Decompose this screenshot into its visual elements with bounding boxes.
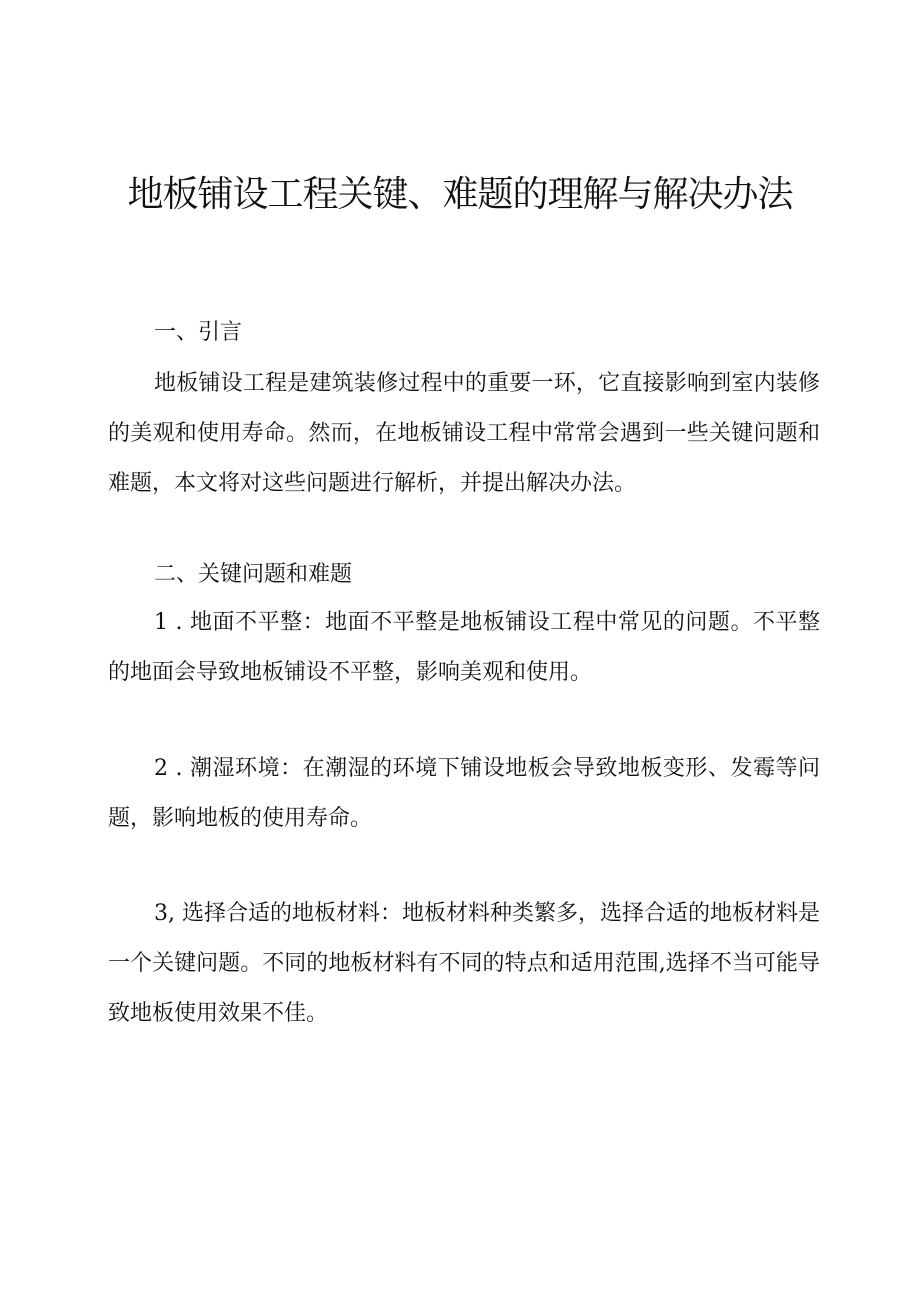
intro-paragraph: 地板铺设工程是建筑装修过程中的重要一环，它直接影响到室内装修的美观和使用寿命。然而，在地板铺设工程中常常会遇到一些关键问题和难题，本文将对这些问题进行解析，并提出解决办法。 xyxy=(108,371,820,496)
document-title: 地板铺设工程关键、难题的理解与解决办法 xyxy=(127,174,793,215)
issue-item-uneven-floor: 1 . 地面不平整：地面不平整是地板铺设工程中常见的问题。不平整的地面会导致地板铺设不平整，影响美观和使用。 xyxy=(108,610,820,685)
issue-item-material-selection: 3, 选择合适的地板材料：地板材料种类繁多，选择合适的地板材料是一个关键问题。不同的地板材料有不同的特点和适用范围,选择不当可能导致地板使用效果不佳。 xyxy=(108,901,820,1026)
section-heading-introduction: 一、引言 xyxy=(154,320,243,345)
issue-item-humid-environment: 2 . 潮湿环境：在潮湿的环境下铺设地板会导致地板变形、发霉等问题，影响地板的使用寿命。 xyxy=(108,756,820,831)
section-heading-key-issues: 二、关键问题和难题 xyxy=(154,562,353,587)
